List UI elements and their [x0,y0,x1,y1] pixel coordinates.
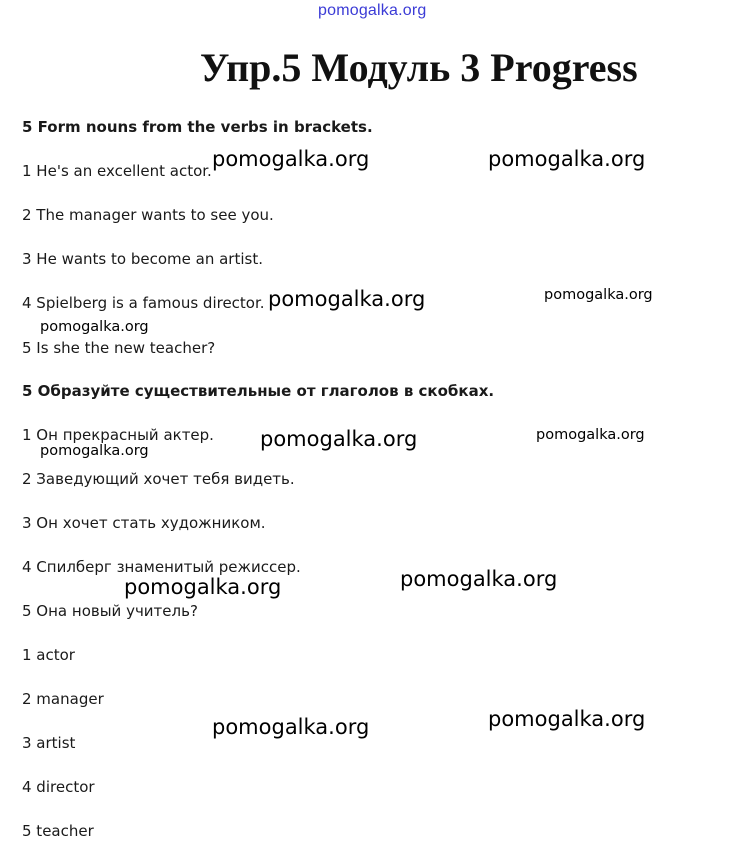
russian-item: 4 Спилберг знаменитый режиссер. [22,558,301,576]
answer-item: 3 artist [22,734,76,752]
watermark: pomogalka.org [124,575,282,599]
watermark: pomogalka.org [544,287,653,303]
site-link[interactable]: pomogalka.org [318,2,427,19]
russian-instruction: 5 Образуйте существительные от глаголов в скобках. [22,382,495,400]
watermark: pomogalka.org [40,319,149,335]
page-title: Упр.5 Модуль 3 Progress [200,45,638,90]
russian-item: 5 Она новый учитель? [22,602,198,620]
russian-item: 3 Он хочет стать художником. [22,514,266,532]
watermark: pomogalka.org [268,287,426,311]
answer-item: 5 teacher [22,822,94,840]
watermark: pomogalka.org [260,427,418,451]
watermark: pomogalka.org [212,147,370,171]
watermark: pomogalka.org [400,567,558,591]
english-item: 4 Spielberg is a famous director. [22,294,265,312]
answer-item: 1 actor [22,646,75,664]
english-item: 5 Is she the new teacher? [22,339,216,357]
russian-item: 1 Он прекрасный актер. [22,426,214,444]
watermark: pomogalka.org [536,427,645,443]
watermark: pomogalka.org [488,147,646,171]
watermark: pomogalka.org [488,707,646,731]
english-item: 1 He's an excellent actor. [22,162,212,180]
english-item: 2 The manager wants to see you. [22,206,274,224]
watermark: pomogalka.org [40,443,149,459]
answer-item: 2 manager [22,690,104,708]
russian-item: 2 Заведующий хочет тебя видеть. [22,470,295,488]
english-item: 3 He wants to become an artist. [22,250,263,268]
english-instruction: 5 Form nouns from the verbs in brackets. [22,118,373,136]
watermark: pomogalka.org [212,715,370,739]
answer-item: 4 director [22,778,95,796]
